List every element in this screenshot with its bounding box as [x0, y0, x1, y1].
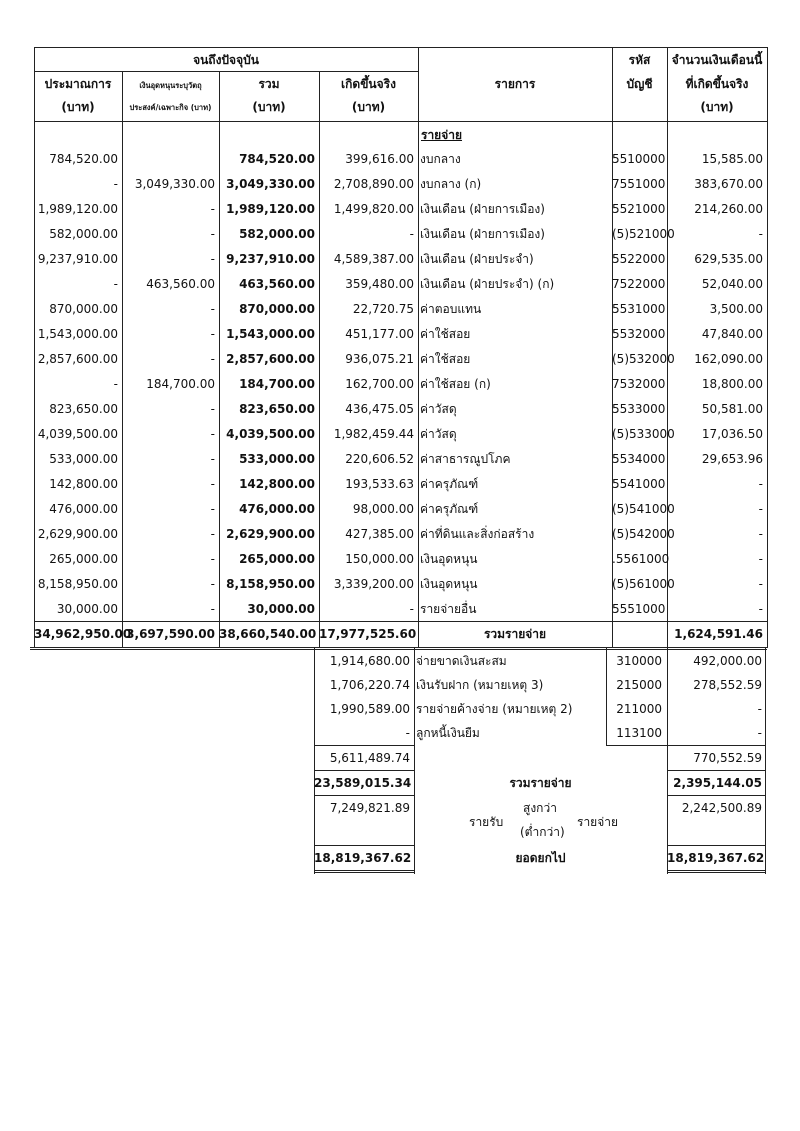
- cell-code: 5522000: [612, 252, 666, 266]
- cell-total: 3,049,330.00: [226, 177, 315, 191]
- cell-item: เงินอุดหนุน: [420, 552, 478, 566]
- header-budget: ประมาณการ: [44, 77, 112, 91]
- cell-code: 5521000: [612, 202, 666, 216]
- cell-budget: 870,000.00: [49, 302, 118, 316]
- cell-item: งบกลาง: [420, 152, 461, 166]
- cell-budget: -: [113, 177, 118, 191]
- cell-actual: 451,177.00: [345, 327, 414, 341]
- extra-cell-actual: 1,914,680.00: [329, 654, 410, 668]
- cell-budget: 1,989,120.00: [37, 202, 118, 216]
- cell-code: (5)533000: [612, 427, 675, 441]
- cell-month: -: [758, 527, 763, 541]
- cell-total: 142,800.00: [239, 477, 315, 491]
- cell-actual: 4,589,387.00: [333, 252, 414, 266]
- cell-item: ค่าใช้สอย (ก): [420, 377, 491, 391]
- header-group-title: จนถึงปัจจุบัน: [193, 53, 259, 67]
- cell-actual: 98,000.00: [352, 502, 414, 516]
- extra-cell-month: -: [757, 726, 762, 740]
- subtotal-month: 770,552.59: [693, 751, 762, 765]
- header-month-unit: (บาท): [700, 100, 734, 114]
- cell-budget: -: [113, 277, 118, 291]
- carry-month: 18,819,367.62: [667, 851, 765, 865]
- cell-budget: 265,000.00: [49, 552, 118, 566]
- cell-code: 5510000: [612, 152, 666, 166]
- total-label: รวมรายจ่าย: [483, 627, 547, 641]
- extra-cell-code: 113100: [616, 726, 662, 740]
- cell-code: 5541000: [612, 477, 666, 491]
- cell-item: ค่าวัสดุ: [420, 402, 457, 416]
- cell-code: 5534000: [612, 452, 666, 466]
- carry-actual: 18,819,367.62: [314, 851, 412, 865]
- cell-item: เงินอุดหนุน: [420, 577, 478, 591]
- cell-actual: 1,982,459.44: [333, 427, 414, 441]
- cell-month: 17,036.50: [701, 427, 763, 441]
- extra-cell-code: 215000: [616, 678, 662, 692]
- cell-total: 784,520.00: [239, 152, 315, 166]
- grand-total-month: 2,395,144.05: [673, 776, 762, 790]
- cell-budget: 142,800.00: [49, 477, 118, 491]
- cell-code: 7522000: [612, 277, 666, 291]
- grand-total-label: รวมรายจ่าย: [509, 776, 572, 790]
- cell-item: ค่าวัสดุ: [420, 427, 457, 441]
- cell-subsidy: -: [210, 227, 215, 241]
- cell-budget: 8,158,950.00: [37, 577, 118, 591]
- cell-subsidy: -: [210, 327, 215, 341]
- cell-total: 533,000.00: [239, 452, 315, 466]
- header-code: รหัส: [628, 53, 651, 67]
- cell-budget: 582,000.00: [49, 227, 118, 241]
- cell-item: เงินเดือน (ฝ่ายการเมือง): [420, 227, 545, 241]
- cell-subsidy: -: [210, 302, 215, 316]
- cell-total: 476,000.00: [239, 502, 315, 516]
- cell-budget: 823,650.00: [49, 402, 118, 416]
- cell-code: 5532000: [612, 327, 666, 341]
- cell-month: 50,581.00: [701, 402, 763, 416]
- cell-subsidy: -: [210, 427, 215, 441]
- cell-code: 7532000: [612, 377, 666, 391]
- carry-label: ยอดยกไป: [515, 851, 566, 865]
- cell-month: -: [758, 477, 763, 491]
- header-subsidy: เงินอุดหนุนระบุวัตถุ: [139, 81, 202, 90]
- cell-actual: 220,606.52: [345, 452, 414, 466]
- extra-cell-item: ลูกหนี้เงินยืม: [416, 726, 480, 740]
- extra-cell-actual: -: [405, 726, 410, 740]
- total-month: 1,624,591.46: [674, 627, 763, 641]
- cell-total: 30,000.00: [247, 602, 315, 616]
- diff-lower-label: (ต่ำกว่า): [520, 825, 565, 839]
- extra-cell-code: 310000: [616, 654, 662, 668]
- extra-cell-item: เงินรับฝาก (หมายเหตุ 3): [416, 678, 544, 692]
- extra-cell-actual: 1,990,589.00: [329, 702, 410, 716]
- cell-total: 265,000.00: [239, 552, 315, 566]
- cell-subsidy: -: [210, 502, 215, 516]
- cell-total: 2,857,600.00: [226, 352, 315, 366]
- diff-higher-label: สูงกว่า: [523, 801, 557, 815]
- cell-actual: 1,499,820.00: [333, 202, 414, 216]
- diff-expense-label: รายจ่าย: [577, 815, 619, 829]
- cell-month: 214,260.00: [694, 202, 763, 216]
- header-budget-unit: (บาท): [61, 100, 95, 114]
- cell-code: 7551000: [612, 177, 666, 191]
- diff-income-label: รายรับ: [469, 815, 504, 829]
- cell-item: ค่าที่ดินและสิ่งก่อสร้าง: [420, 527, 535, 541]
- cell-subsidy: 3,049,330.00: [134, 177, 215, 191]
- cell-subsidy: 184,700.00: [146, 377, 215, 391]
- cell-actual: -: [409, 227, 414, 241]
- total-actual: 17,977,525.60: [319, 627, 417, 641]
- cell-subsidy: 463,560.00: [146, 277, 215, 291]
- cell-budget: 30,000.00: [56, 602, 118, 616]
- cell-subsidy: -: [210, 202, 215, 216]
- cell-month: 3,500.00: [709, 302, 763, 316]
- header-month-2: ที่เกิดขึ้นจริง: [685, 77, 749, 91]
- cell-actual: 162,700.00: [345, 377, 414, 391]
- cell-code: (5)532000: [612, 352, 675, 366]
- cell-code: (5)561000: [612, 577, 675, 591]
- cell-budget: -: [113, 377, 118, 391]
- header-total-unit: (บาท): [252, 100, 286, 114]
- cell-item: เงินเดือน (ฝ่ายการเมือง): [420, 202, 545, 216]
- cell-item: ค่าครุภัณฑ์: [420, 502, 479, 516]
- cell-subsidy: -: [210, 477, 215, 491]
- cell-total: 463,560.00: [239, 277, 315, 291]
- cell-total: 1,989,120.00: [226, 202, 315, 216]
- cell-total: 4,039,500.00: [226, 427, 315, 441]
- extra-cell-month: 278,552.59: [693, 678, 762, 692]
- cell-budget: 784,520.00: [49, 152, 118, 166]
- cell-actual: 359,480.00: [345, 277, 414, 291]
- cell-item: งบกลาง (ก): [420, 177, 482, 191]
- cell-total: 8,158,950.00: [226, 577, 315, 591]
- total-budget: 34,962,950.00: [34, 627, 132, 641]
- cell-total: 184,700.00: [239, 377, 315, 391]
- section-label: รายจ่าย: [421, 128, 463, 142]
- cell-month: -: [758, 577, 763, 591]
- cell-code: 5533000: [612, 402, 666, 416]
- total-total: 38,660,540.00: [219, 627, 317, 641]
- cell-actual: 193,533.63: [345, 477, 414, 491]
- cell-actual: 936,075.21: [345, 352, 414, 366]
- extra-cell-month: -: [757, 702, 762, 716]
- cell-total: 582,000.00: [239, 227, 315, 241]
- cell-actual: 150,000.00: [345, 552, 414, 566]
- cell-month: 29,653.96: [701, 452, 763, 466]
- cell-actual: 399,616.00: [345, 152, 414, 166]
- cell-subsidy: -: [210, 252, 215, 266]
- cell-month: -: [758, 502, 763, 516]
- cell-budget: 9,237,910.00: [37, 252, 118, 266]
- cell-month: 18,800.00: [701, 377, 763, 391]
- cell-budget: 533,000.00: [49, 452, 118, 466]
- cell-month: 15,585.00: [701, 152, 763, 166]
- cell-item: ค่าตอบแทน: [420, 302, 482, 316]
- grand-total-actual: 23,589,015.34: [314, 776, 412, 790]
- header-total: รวม: [258, 77, 280, 91]
- header-subsidy-unit: ประสงค์/เฉพาะกิจ (บาท): [129, 103, 212, 112]
- cell-actual: 427,385.00: [345, 527, 414, 541]
- cell-total: 870,000.00: [239, 302, 315, 316]
- cell-subsidy: -: [210, 527, 215, 541]
- cell-item: เงินเดือน (ฝ่ายประจำ): [420, 252, 534, 266]
- cell-item: ค่าครุภัณฑ์: [420, 477, 479, 491]
- cell-budget: 2,857,600.00: [37, 352, 118, 366]
- cell-actual: 3,339,200.00: [333, 577, 414, 591]
- cell-month: 162,090.00: [694, 352, 763, 366]
- extra-cell-month: 492,000.00: [693, 654, 762, 668]
- cell-subsidy: -: [210, 602, 215, 616]
- cell-item: ค่าใช้สอย: [420, 327, 471, 341]
- cell-budget: 4,039,500.00: [37, 427, 118, 441]
- cell-subsidy: -: [210, 577, 215, 591]
- cell-actual: 2,708,890.00: [333, 177, 414, 191]
- cell-actual: 436,475.05: [345, 402, 414, 416]
- header-actual: เกิดขึ้นจริง: [341, 77, 396, 91]
- cell-subsidy: -: [210, 452, 215, 466]
- cell-actual: -: [409, 602, 414, 616]
- cell-item: ค่าใช้สอย: [420, 352, 471, 366]
- cell-month: 52,040.00: [701, 277, 763, 291]
- extra-cell-code: 211000: [616, 702, 662, 716]
- total-subsidy: 3,697,590.00: [126, 627, 215, 641]
- diff-actual: 7,249,821.89: [329, 801, 410, 815]
- cell-month: 47,840.00: [701, 327, 763, 341]
- cell-code: (5)542000: [612, 527, 675, 541]
- cell-code: (5)521000: [612, 227, 675, 241]
- cell-code: 5531000: [612, 302, 666, 316]
- cell-budget: 476,000.00: [49, 502, 118, 516]
- cell-item: ค่าสาธารณูปโภค: [420, 452, 511, 466]
- header-item: รายการ: [494, 77, 536, 91]
- header-month: จำนวนเงินเดือนนี้: [671, 53, 763, 67]
- extra-cell-actual: 1,706,220.74: [329, 678, 410, 692]
- diff-month: 2,242,500.89: [681, 801, 762, 815]
- cell-budget: 2,629,900.00: [37, 527, 118, 541]
- cell-total: 823,650.00: [239, 402, 315, 416]
- cell-month: 629,535.00: [694, 252, 763, 266]
- header-code-2: บัญชี: [626, 77, 653, 91]
- cell-month: 383,670.00: [694, 177, 763, 191]
- cell-code: 5551000: [612, 602, 666, 616]
- cell-month: -: [758, 227, 763, 241]
- cell-item: เงินเดือน (ฝ่ายประจำ) (ก): [420, 277, 555, 291]
- header-actual-unit: (บาท): [351, 100, 386, 114]
- cell-subsidy: -: [210, 552, 215, 566]
- extra-cell-item: จ่ายขาดเงินสะสม: [416, 654, 507, 668]
- cell-subsidy: -: [210, 352, 215, 366]
- cell-actual: 22,720.75: [352, 302, 414, 316]
- cell-total: 9,237,910.00: [226, 252, 315, 266]
- cell-item: รายจ่ายอื่น: [420, 602, 477, 616]
- cell-month: -: [758, 552, 763, 566]
- cell-subsidy: -: [210, 402, 215, 416]
- cell-total: 2,629,900.00: [226, 527, 315, 541]
- cell-budget: 1,543,000.00: [37, 327, 118, 341]
- cell-total: 1,543,000.00: [226, 327, 315, 341]
- cell-month: -: [758, 602, 763, 616]
- cell-code: (5)541000: [612, 502, 675, 516]
- extra-cell-item: รายจ่ายค้างจ่าย (หมายเหตุ 2): [416, 702, 573, 716]
- subtotal-actual: 5,611,489.74: [329, 751, 410, 765]
- cell-code: .5561000: [612, 552, 670, 566]
